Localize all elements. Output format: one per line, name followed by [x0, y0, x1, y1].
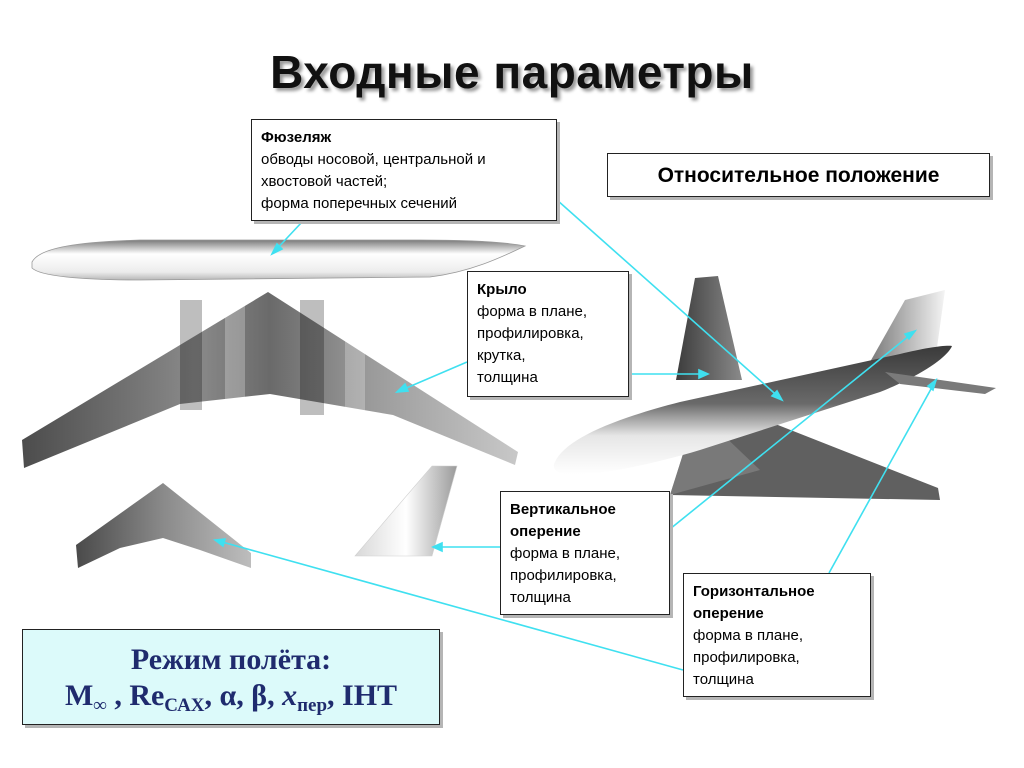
cax-subscript: САХ [164, 695, 205, 716]
horizontal-tail-heading: Горизонтальное [693, 583, 815, 600]
beta-symbol: β, [251, 679, 283, 712]
fuselage-line: хвостовой частей; [261, 173, 388, 190]
wing-line: профилировка, [477, 325, 584, 342]
per-subscript: пер [297, 695, 328, 716]
vertical-tail-heading: Вертикальное [510, 501, 616, 518]
wing-line: толщина [477, 369, 538, 386]
page-title: Входные параметры [270, 46, 754, 98]
fuselage-line: обводы носовой, центральной и [261, 151, 486, 168]
reynolds-symbol: Re [129, 679, 165, 712]
flight-mode-box [22, 629, 440, 725]
infinity-subscript: ∞ [93, 695, 107, 716]
vertical-tail-heading: оперение [510, 523, 581, 540]
horizontal-tail-line: профилировка, [693, 649, 800, 666]
mach-symbol: M [64, 679, 94, 712]
wing-line: форма в плане, [477, 303, 587, 320]
fuselage-callout [251, 119, 557, 221]
vertical-tail-line: толщина [510, 589, 571, 606]
fuselage-line: форма поперечных сечений [261, 195, 458, 212]
horizontal-tail-line: форма в плане, [693, 627, 803, 644]
wing-shape [22, 292, 518, 468]
x-symbol: x [282, 679, 298, 712]
wing-heading: Крыло [477, 281, 527, 298]
flight-mode-parameters [23, 678, 439, 724]
horizontal-tail-callout [683, 573, 871, 697]
horizontal-tail-shape [76, 483, 251, 568]
separator: , [106, 679, 130, 712]
vertical-tail-line: профилировка, [510, 567, 617, 584]
vertical-tail-line: форма в плане, [510, 545, 620, 562]
iht-symbol: , IHT [327, 679, 398, 712]
flight-mode-title: Режим полёта: [130, 643, 332, 676]
alpha-symbol: , α, [204, 679, 252, 712]
horizontal-tail-line: толщина [693, 671, 754, 688]
vertical-tail-callout [500, 491, 670, 615]
horizontal-tail-heading: оперение [693, 605, 764, 622]
wing-line: крутка, [477, 347, 526, 364]
fuselage-heading: Фюзеляж [261, 129, 332, 146]
relative-position-label: Относительное положение [607, 153, 990, 197]
wing-callout [467, 271, 629, 397]
